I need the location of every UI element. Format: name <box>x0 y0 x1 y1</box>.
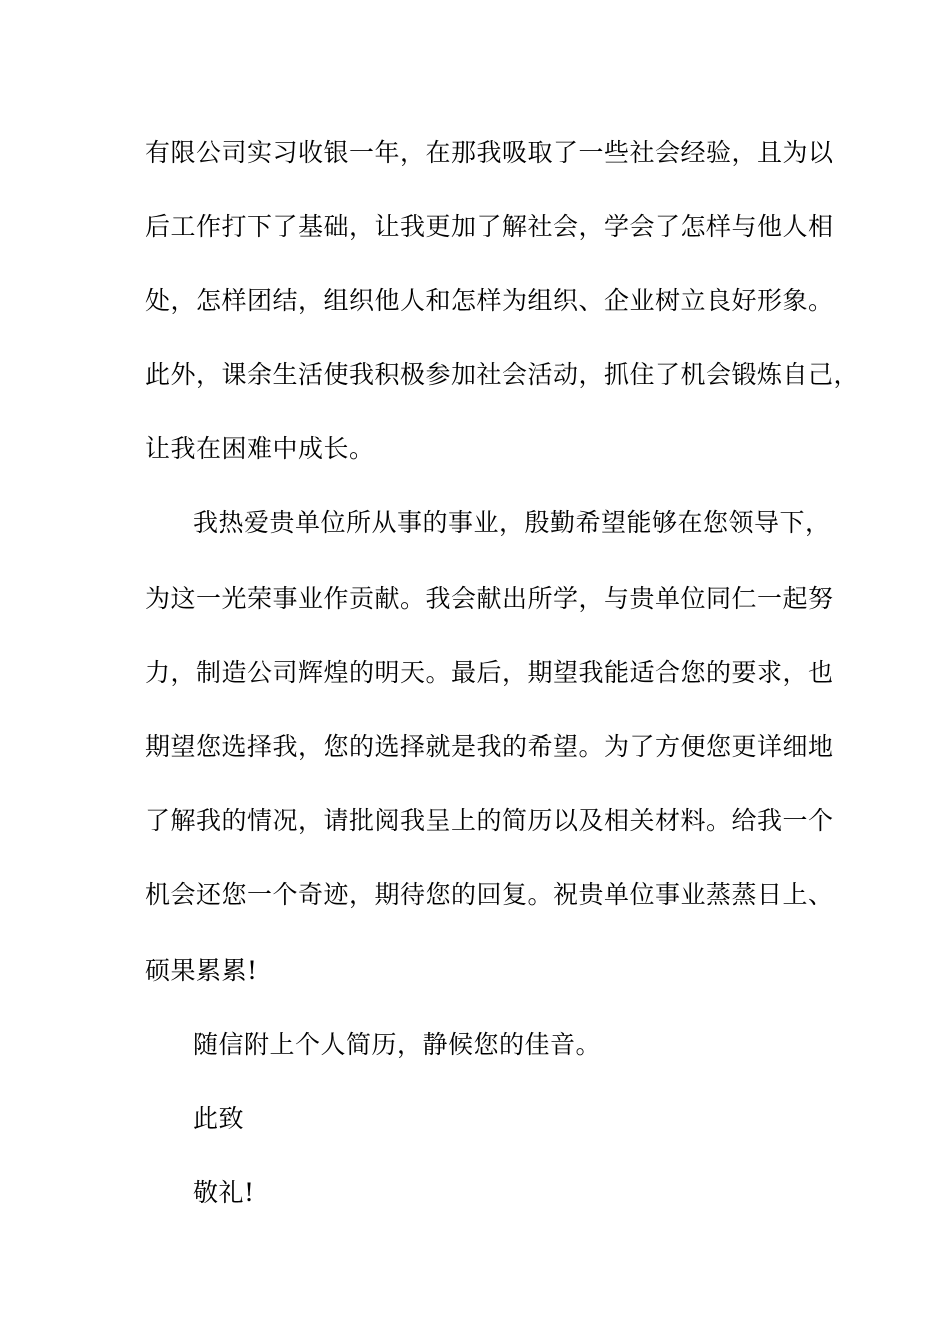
text-line: 有限公司实习收银一年，在那我吸取了一些社会经验，且为以 <box>145 138 834 167</box>
text-line: 力，制造公司辉煌的明天。最后，期望我能适合您的要求，也 <box>145 658 834 687</box>
text-line: 随信附上个人简历，静候您的佳音。 <box>193 1030 602 1059</box>
text-line: 让我在困难中成长。 <box>145 434 375 463</box>
closing-line: 此致 <box>193 1104 245 1133</box>
text-line: 为这一光荣事业作贡献。我会献出所学，与贵单位同仁一起努 <box>145 584 834 613</box>
text-line: 机会还您一个奇迹，期待您的回复。祝贵单位事业蒸蒸日上、 <box>145 880 834 909</box>
text-line: 硕果累累! <box>145 956 258 985</box>
text-line: 期望您选择我，您的选择就是我的希望。为了方便您更详细地 <box>145 732 834 761</box>
text-line: 处，怎样团结，组织他人和怎样为组织、企业树立良好形象。 <box>145 286 834 315</box>
text-line: 我热爱贵单位所从事的事业，殷勤希望能够在您领导下， <box>193 508 831 537</box>
text-line: 了解我的情况，请批阅我呈上的简历以及相关材料。给我一个 <box>145 806 834 835</box>
text-line: 此外，课余生活使我积极参加社会活动，抓住了机会锻炼自己， <box>145 360 860 389</box>
salutation-line: 敬礼! <box>193 1178 255 1207</box>
text-line: 后工作打下了基础，让我更加了解社会，学会了怎样与他人相 <box>145 212 834 241</box>
